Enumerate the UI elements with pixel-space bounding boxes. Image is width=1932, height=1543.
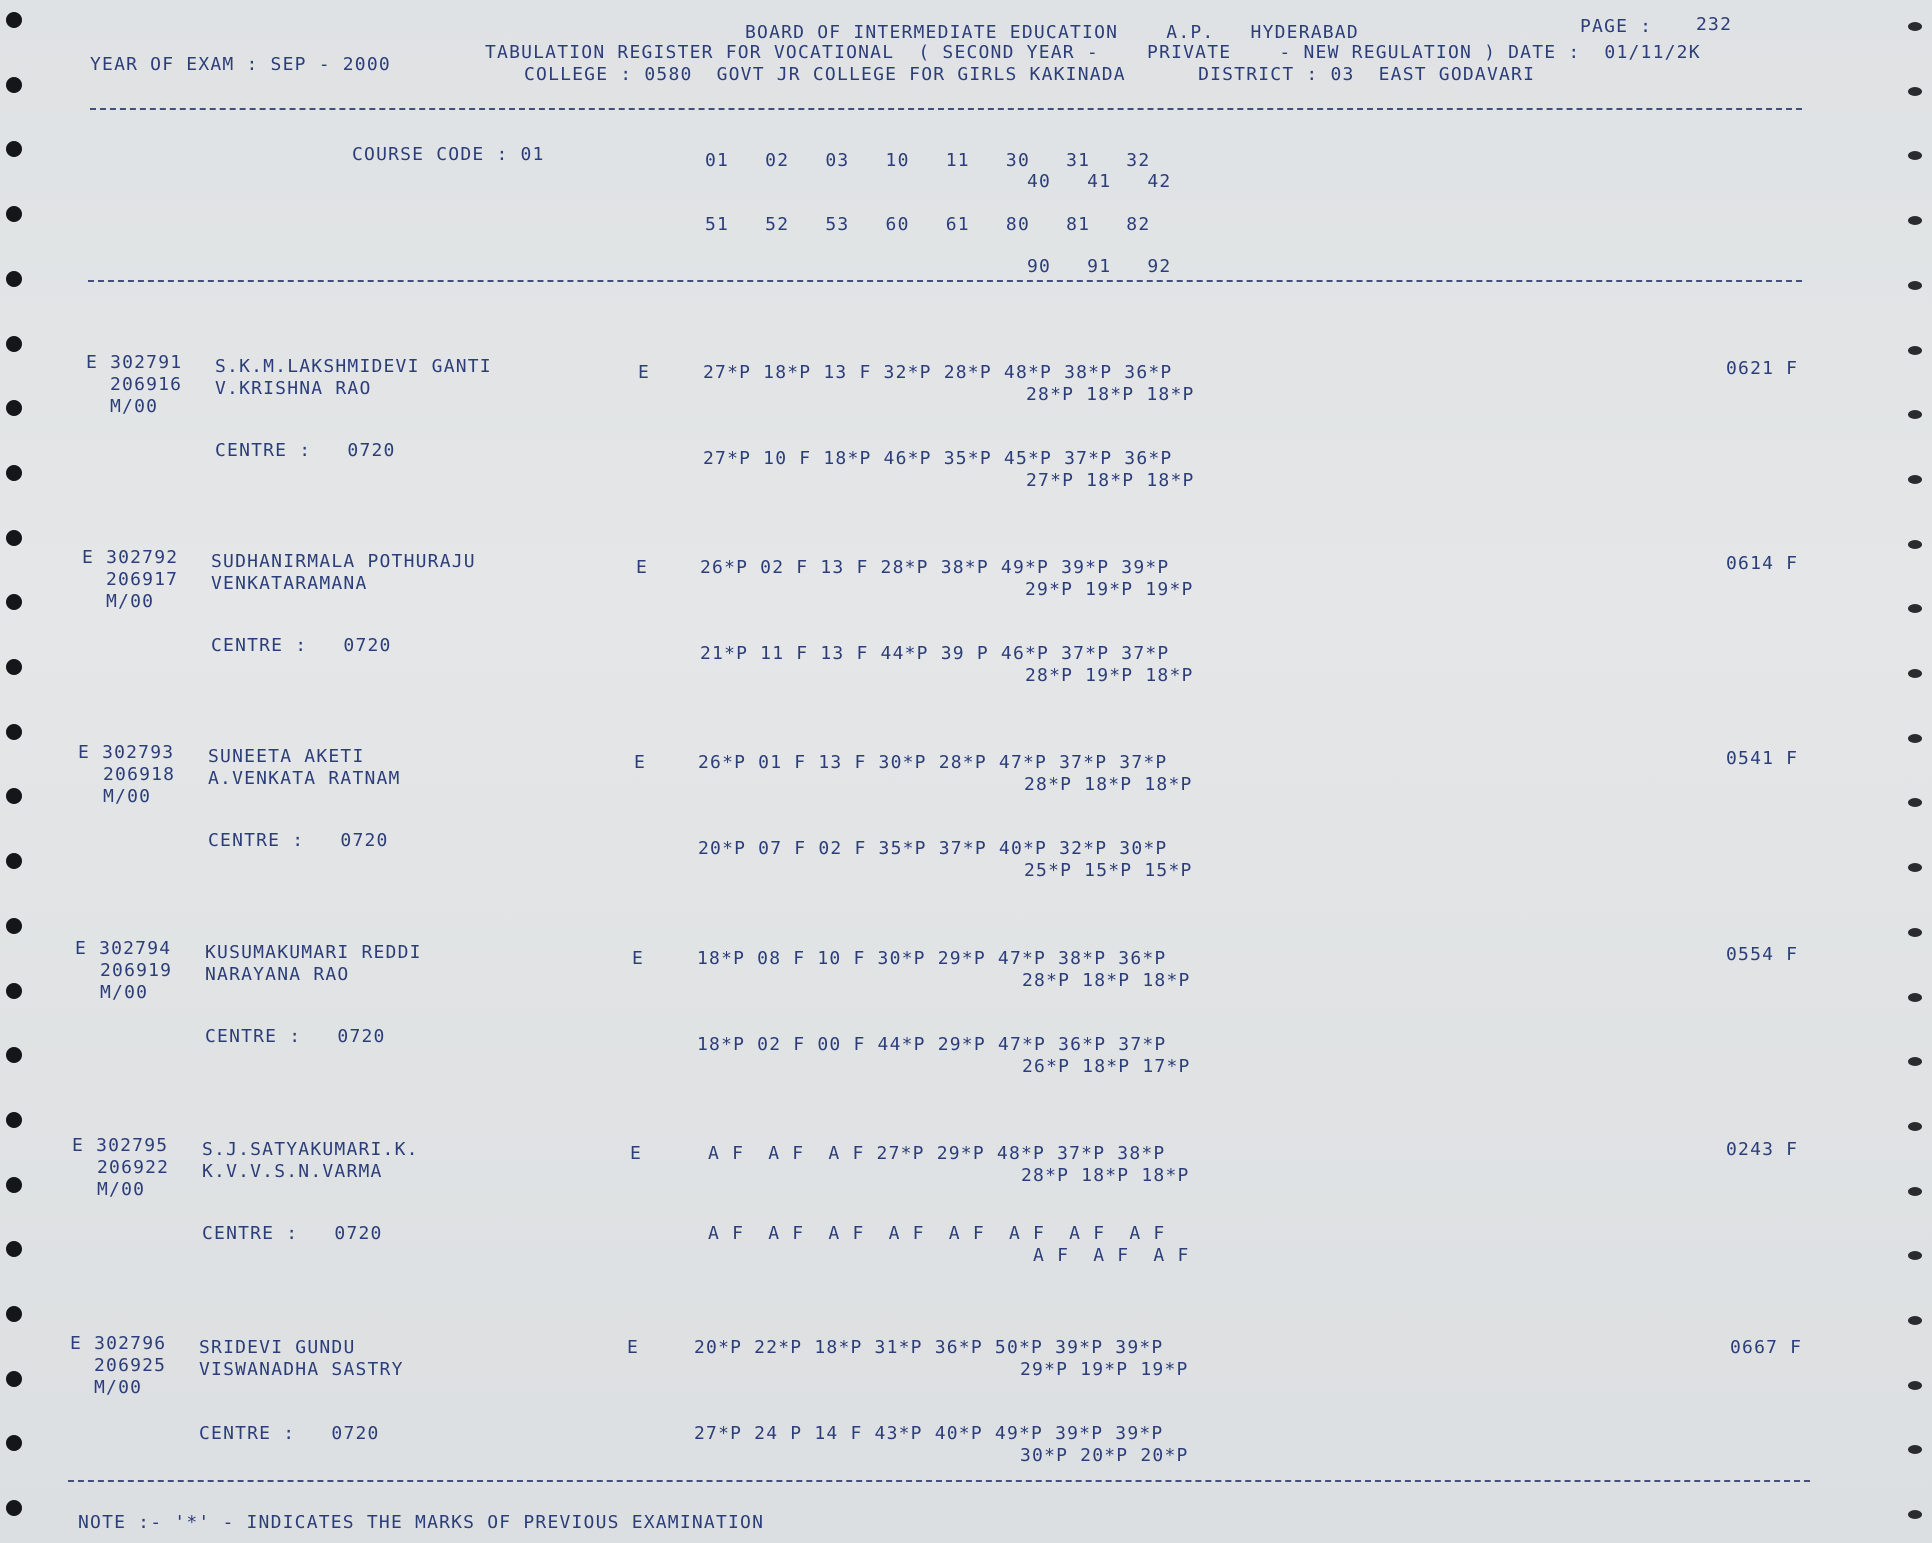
- register-title: TABULATION REGISTER FOR VOCATIONAL ( SECOND YEAR - PRIVATE - NEW REGULATION ) DATE : 01/11/2K: [485, 42, 1701, 63]
- feed-hole: [1908, 281, 1922, 290]
- hall-ticket-no: E 302795: [72, 1135, 169, 1156]
- roll-no: 206918: [103, 764, 176, 785]
- candidate-name: KUSUMAKUMARI REDDI: [205, 942, 422, 963]
- candidate-name: SUNEETA AKETI: [208, 746, 365, 767]
- subject-codes-row2: 40 41 42: [1027, 171, 1172, 192]
- marks-previous-row2: 30*P 20*P 20*P: [1020, 1445, 1189, 1466]
- marks-previous-row2: 27*P 18*P 18*P: [1026, 470, 1195, 491]
- candidate-name: SUDHANIRMALA POTHURAJU: [211, 551, 476, 572]
- subject-codes-row4: 90 91 92: [1027, 256, 1172, 277]
- father-name: VENKATARAMANA: [211, 573, 368, 594]
- feed-hole: [6, 141, 22, 157]
- marks-previous-row1: 27*P 24 P 14 F 43*P 40*P 49*P 39*P 39*P: [694, 1423, 1164, 1444]
- feed-hole: [1908, 151, 1922, 160]
- marks-previous-row1: A F A F A F A F A F A F A F A F: [696, 1223, 1166, 1244]
- marks-current-row1: A F A F A F 27*P 29*P 48*P 37*P 38*P: [696, 1143, 1166, 1164]
- course-code: COURSE CODE : 01: [352, 144, 545, 165]
- candidate-record: [0, 938, 1932, 1128]
- subject-codes-row3: 51 52 53 60 61 80 81 82: [705, 214, 1151, 235]
- roll-no: 206919: [100, 960, 173, 981]
- marks-current-row2: 29*P 19*P 19*P: [1025, 579, 1194, 600]
- medium: E: [636, 557, 649, 578]
- divider-bottom: [68, 1480, 1810, 1482]
- year-of-exam: YEAR OF EXAM : SEP - 2000: [90, 54, 391, 75]
- marks-previous-row1: 27*P 10 F 18*P 46*P 35*P 45*P 37*P 36*P: [703, 448, 1173, 469]
- marks-previous-row2: 26*P 18*P 17*P: [1022, 1056, 1191, 1077]
- sex-code: M/00: [94, 1377, 143, 1398]
- feed-hole: [6, 77, 22, 93]
- medium: E: [634, 752, 647, 773]
- college-line: COLLEGE : 0580 GOVT JR COLLEGE FOR GIRLS KAKINADA DISTRICT : 03 EAST GODAVARI: [524, 64, 1536, 85]
- feed-hole: [6, 12, 22, 28]
- footnote: NOTE :- '*' - INDICATES THE MARKS OF PREVIOUS EXAMINATION: [78, 1512, 765, 1533]
- marks-previous-row2: A F A F A F: [1021, 1245, 1190, 1266]
- marks-previous-row2: 25*P 15*P 15*P: [1024, 860, 1193, 881]
- feed-hole: [1908, 22, 1922, 31]
- marks-previous-row1: 18*P 02 F 00 F 44*P 29*P 47*P 36*P 37*P: [697, 1034, 1167, 1055]
- marks-current-row2: 28*P 18*P 18*P: [1026, 384, 1195, 405]
- marks-current-row1: 27*P 18*P 13 F 32*P 28*P 48*P 38*P 36*P: [703, 362, 1173, 383]
- total-result: 0243 F: [1726, 1139, 1799, 1160]
- hall-ticket-no: E 302796: [70, 1333, 167, 1354]
- centre: CENTRE : 0720: [202, 1223, 383, 1244]
- candidate-record: [0, 547, 1932, 737]
- candidate-name: S.K.M.LAKSHMIDEVI GANTI: [215, 356, 492, 377]
- candidate-name: S.J.SATYAKUMARI.K.: [202, 1139, 419, 1160]
- father-name: V.KRISHNA RAO: [215, 378, 372, 399]
- total-result: 0541 F: [1726, 748, 1799, 769]
- total-result: 0554 F: [1726, 944, 1799, 965]
- subject-codes-row1: 01 02 03 10 11 30 31 32: [705, 150, 1151, 171]
- page-number: 232: [1696, 14, 1733, 35]
- father-name: VISWANADHA SASTRY: [199, 1359, 404, 1380]
- hall-ticket-no: E 302792: [82, 547, 179, 568]
- sex-code: M/00: [97, 1179, 146, 1200]
- marks-previous-row1: 21*P 11 F 13 F 44*P 39 P 46*P 37*P 37*P: [700, 643, 1170, 664]
- feed-hole: [6, 336, 22, 352]
- candidate-record: [0, 742, 1932, 932]
- roll-no: 206916: [110, 374, 183, 395]
- total-result: 0614 F: [1726, 553, 1799, 574]
- sex-code: M/00: [106, 591, 155, 612]
- feed-hole: [6, 271, 22, 287]
- feed-hole: [6, 206, 22, 222]
- centre: CENTRE : 0720: [199, 1423, 380, 1444]
- marks-previous-row1: 20*P 07 F 02 F 35*P 37*P 40*P 32*P 30*P: [698, 838, 1168, 859]
- sex-code: M/00: [103, 786, 152, 807]
- hall-ticket-no: E 302794: [75, 938, 172, 959]
- divider-course: [88, 280, 1802, 282]
- centre: CENTRE : 0720: [205, 1026, 386, 1047]
- medium: E: [632, 948, 645, 969]
- marks-previous-row2: 28*P 19*P 18*P: [1025, 665, 1194, 686]
- total-result: 0621 F: [1726, 358, 1799, 379]
- divider-top: [90, 108, 1802, 110]
- father-name: NARAYANA RAO: [205, 964, 350, 985]
- marks-current-row2: 28*P 18*P 18*P: [1024, 774, 1193, 795]
- candidate-name: SRIDEVI GUNDU: [199, 1337, 356, 1358]
- roll-no: 206925: [94, 1355, 167, 1376]
- sex-code: M/00: [100, 982, 149, 1003]
- marks-current-row2: 28*P 18*P 18*P: [1022, 970, 1191, 991]
- roll-no: 206917: [106, 569, 179, 590]
- feed-hole: [1908, 216, 1922, 225]
- father-name: K.V.V.S.N.VARMA: [202, 1161, 383, 1182]
- marks-current-row1: 18*P 08 F 10 F 30*P 29*P 47*P 38*P 36*P: [697, 948, 1167, 969]
- marks-current-row1: 20*P 22*P 18*P 31*P 36*P 50*P 39*P 39*P: [694, 1337, 1164, 1358]
- marks-current-row2: 29*P 19*P 19*P: [1020, 1359, 1189, 1380]
- father-name: A.VENKATA RATNAM: [208, 768, 401, 789]
- feed-hole: [1908, 87, 1922, 96]
- total-result: 0667 F: [1730, 1337, 1803, 1358]
- marks-current-row1: 26*P 02 F 13 F 28*P 38*P 49*P 39*P 39*P: [700, 557, 1170, 578]
- roll-no: 206922: [97, 1157, 170, 1178]
- medium: E: [638, 362, 651, 383]
- page-label: PAGE :: [1580, 16, 1653, 37]
- marks-current-row1: 26*P 01 F 13 F 30*P 28*P 47*P 37*P 37*P: [698, 752, 1168, 773]
- candidate-record: [0, 1333, 1932, 1523]
- centre: CENTRE : 0720: [215, 440, 396, 461]
- hall-ticket-no: E 302791: [86, 352, 183, 373]
- centre: CENTRE : 0720: [211, 635, 392, 656]
- candidate-record: [0, 352, 1932, 542]
- candidate-record: [0, 1135, 1932, 1325]
- sex-code: M/00: [110, 396, 159, 417]
- marks-current-row2: 28*P 18*P 18*P: [1021, 1165, 1190, 1186]
- centre: CENTRE : 0720: [208, 830, 389, 851]
- medium: E: [627, 1337, 640, 1358]
- hall-ticket-no: E 302793: [78, 742, 175, 763]
- board-title: BOARD OF INTERMEDIATE EDUCATION A.P. HYDERABAD: [745, 22, 1359, 43]
- medium: E: [630, 1143, 643, 1164]
